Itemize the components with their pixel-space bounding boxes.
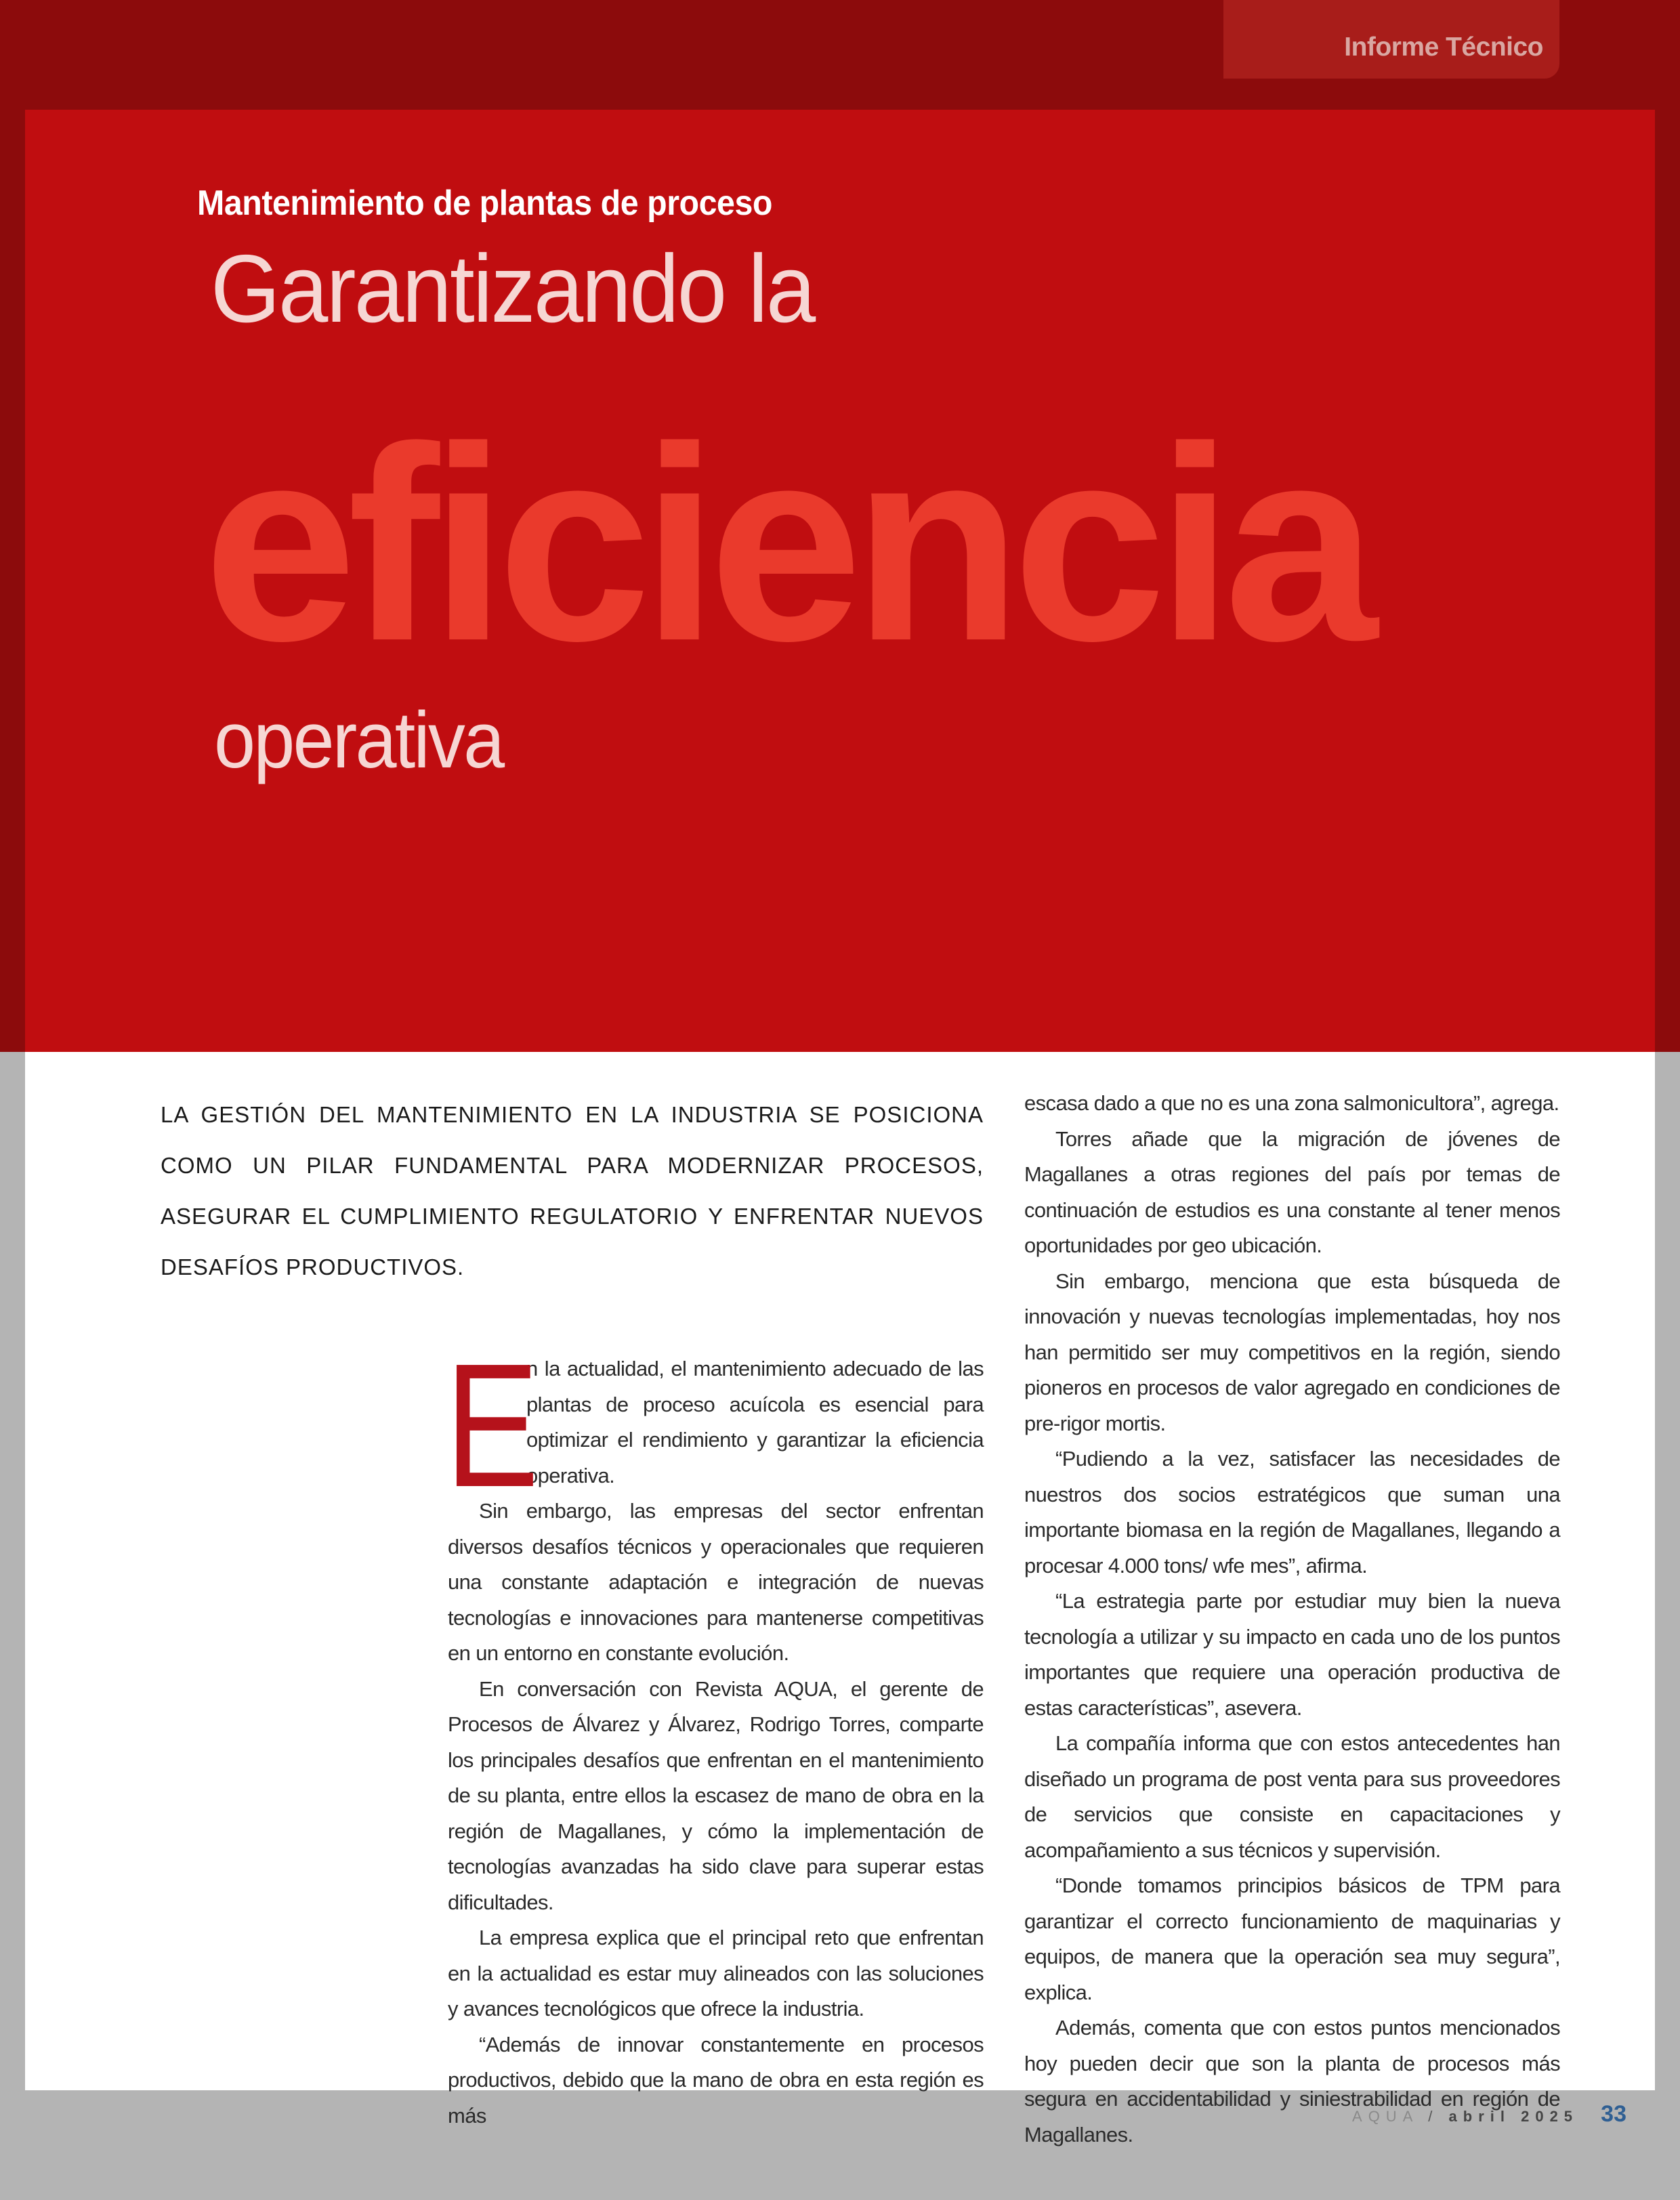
body-paragraph: “Donde tomamos principios básicos de TPM para garantizar el correcto funcionamiento de maquinarias y equipos, de manera que la operación sea muy segura”, explica. xyxy=(1024,1874,1560,2004)
body-paragraph: escasa dado a que no es una zona salmonicultora”, agrega. xyxy=(1024,1091,1559,1115)
footer-issue: abril 2025 xyxy=(1448,2108,1579,2125)
footer-separator: / xyxy=(1428,2108,1439,2125)
kicker: Mantenimiento de plantas de proceso xyxy=(197,184,772,223)
body-column-1 xyxy=(445,1328,984,2134)
title-line-3: operativa xyxy=(214,696,503,785)
body-paragraph: “Pudiendo a la vez, satisfacer las necesidades de nuestros dos socios estratégicos que suman una importante biomasa en la región de Magallanes, llegando a procesar 4.000 tons/ wfe mes”, afirma. xyxy=(1024,1447,1560,1578)
body-paragraph: “Además de innovar constantemente en procesos productivos, debido que la mano de obra en esta región es más xyxy=(448,2032,984,2128)
page-footer xyxy=(1352,2101,1626,2128)
drop-cap: E xyxy=(445,1328,539,1524)
body-paragraph: n la actualidad, el mantenimiento adecuado de las plantas de proceso acuícola es esencial para optimizar el rendimiento y garantizar la eficiencia operativa. xyxy=(526,1357,984,1487)
footer-magazine: AQUA xyxy=(1352,2108,1419,2125)
body-paragraph: Sin embargo, las empresas del sector enfrentan diversos desafíos técnicos y operacionales que requieren una constante adaptación e integración de nuevas tecnologías e innovaciones para mantenerse competitivas en un entorno en constante evolución. xyxy=(448,1499,984,1665)
body-paragraph: Torres añade que la migración de jóvenes de Magallanes a otras regiones del país por temas de continuación de estudios es una constante al tener menos oportunidades por geo ubicación. xyxy=(1024,1126,1560,1257)
title-line-2: eficiencia xyxy=(203,390,1368,698)
page-number: 33 xyxy=(1601,2101,1626,2127)
body-paragraph: La empresa explica que el principal reto que enfrentan en la actualidad es estar muy alineados con las soluciones y avances tecnológicos que ofrece la industria. xyxy=(448,1926,984,2021)
body-paragraph: Además, comenta que con estos puntos mencionados hoy pueden decir que son la planta de procesos más segura en accidentabilidad y siniestrabilidad en región de Magallanes. xyxy=(1024,2016,1560,2146)
body-paragraph: La compañía informa que con estos antecedentes han diseñado un programa de post venta para sus proveedores de servicios que consiste en capacitaciones y acompañamiento a sus técnicos y supervisión. xyxy=(1024,1731,1560,1862)
body-paragraph: Sin embargo, menciona que esta búsqueda de innovación y nuevas tecnologías implementadas, hoy nos han permitido ser muy competitivos en la región, siendo pioneros en procesos de valor agregado en condiciones de pre-rigor mortis. xyxy=(1024,1269,1560,1435)
body-paragraph: En conversación con Revista AQUA, el gerente de Procesos de Álvarez y Álvarez, Rodrigo Torres, comparte los principales desafíos que enfrentan en el mantenimiento de su planta, entre ellos la escasez de mano de obra en la región de Magallanes, y cómo la implementación de tecnologías avanzadas ha sido clave para superar estas dificultades. xyxy=(448,1676,984,1914)
title-line-1: Garantizando la xyxy=(211,235,814,343)
section-tab xyxy=(1223,0,1559,79)
section-label: Informe Técnico xyxy=(1344,33,1543,62)
body-paragraph: “La estrategia parte por estudiar muy bien la nueva tecnología a utilizar y su impacto en cada uno de los puntos importantes que requiere una operación productiva de estas características”, asevera. xyxy=(1024,1589,1560,1720)
lead-paragraph: LA GESTIÓN DEL MANTENIMIENTO EN LA INDUSTRIA SE POSICIONA COMO UN PILAR FUNDAMENTAL PARA MODERNIZAR PROCESOS, ASEGURAR EL CUMPLIMIENTO REGULATORIO Y ENFRENTAR NUEVOS DESAFÍOS PRODUCTIVOS. xyxy=(161,1102,984,1279)
body-column-2 xyxy=(1024,1086,1560,2153)
